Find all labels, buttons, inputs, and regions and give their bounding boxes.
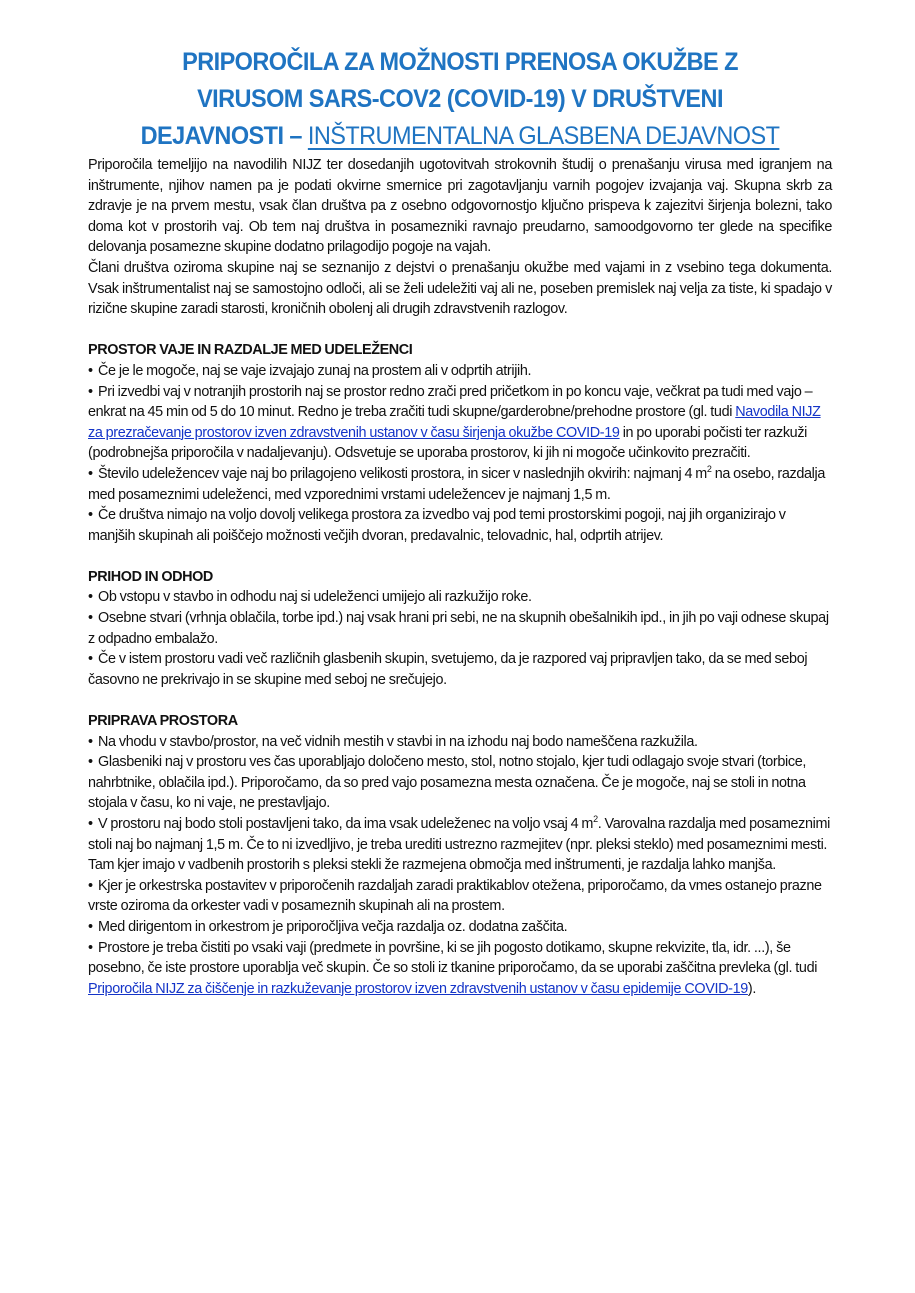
section-heading: PRIPRAVA PROSTORA — [88, 713, 238, 730]
bullet-text: Med dirigentom in orkestrom je priporočljiva večja razdalja oz. dodatna zaščita. — [98, 918, 568, 935]
document-body — [88, 155, 832, 999]
list-item — [88, 464, 832, 505]
bullet-text: Kjer je orkestrska postavitev v priporočenih razdaljah zaradi praktikablov otežena, priporočamo, da vmes ostanejo prazne vrste oziroma da orkester vadi v posameznih skupinah ali na prostem. — [88, 877, 822, 915]
section-priprava-prostora — [88, 711, 832, 999]
list-item — [88, 382, 832, 464]
bullet-icon: • — [88, 816, 93, 832]
bullet-text: Pri izvedbi vaj v notranjih prostorih naj se prostor redno zrači pred pričetkom in po koncu vaje, večkrat pa tudi med vajo – enkrat na 45 min od 5 do 10 minut. Redno je treba zračiti tudi skupne/garderobne/prehodne prostore (gl. tudi — [88, 383, 813, 421]
section-prihod-odhod — [88, 567, 832, 691]
list-item — [88, 608, 832, 649]
superscript: 2 — [706, 463, 712, 474]
bullet-text: Osebne stvari (vrhnja oblačila, torbe ipd.) naj vsak hrani pri sebi, ne na skupnih obešalnikih ipd., in jih po vaji odnese skupaj z odpadno embalažo. — [88, 610, 829, 647]
link-nijz-ciscenje[interactable]: Priporočila NIJZ za čiščenje in razkuževanje prostorov izven zdravstvenih ustanov v času epidemije COVID-19 — [88, 980, 748, 997]
list-item — [88, 361, 832, 382]
list-item — [88, 917, 832, 938]
list-item — [88, 649, 832, 690]
list-item — [88, 732, 832, 753]
list-item — [88, 505, 832, 546]
bullet-text: Če društva nimajo na voljo dovolj velikega prostora za izvedbo vaj pod temi prostorskimi pogoji, naj jih organizirajo v manjših skupinah ali poiščejo možnosti večjih dvoran, predavalnic, telovadnic, hal, odprtih atrijev. — [88, 507, 786, 544]
title-line-1: PRIPOROČILA ZA MOŽNOSTI PRENOSA OKUŽBE Z — [182, 48, 738, 76]
title-subtitle: INŠTRUMENTALNA GLASBENA DEJAVNOST — [307, 122, 780, 150]
bullet-icon: • — [88, 610, 93, 627]
bullet-text: Na vhodu v stavbo/prostor, na več vidnih mestih v stavbi in na izhodu naj bodo nameščena razkužila. — [98, 733, 698, 750]
title-line-2: VIRUSOM SARS-COV2 (COVID-19) V DRUŠTVENI — [197, 85, 723, 113]
bullet-icon: • — [88, 754, 93, 771]
bullet-text: Število udeležencev vaje naj bo prilagojeno velikosti prostora, in sicer v naslednjih okvirih: najmanj 4 m — [98, 465, 707, 482]
section-prostor-vaje — [88, 340, 832, 546]
bullet-icon: • — [88, 877, 93, 894]
superscript: 2 — [593, 814, 598, 824]
bullet-text: Prostore je treba čistiti po vsaki vaji (predmete in površine, ki se jih pogosto dotikamo, skupne rekvizite, tla, idr. ...), še posebno, če iste prostore uporablja več skupin. Če so stoli iz tkanine priporočamo, da se uporabi zaščitna prevleka (gl. tudi — [88, 939, 818, 977]
section-heading: PRIHOD IN ODHOD — [88, 568, 213, 585]
bullet-text: Če v istem prostoru vadi več različnih glasbenih skupin, svetujemo, da je razpored vaj pripravljen tako, da se med seboj časovno ne prekrivajo in se skupine med seboj ne srečujejo. — [88, 651, 808, 688]
section-heading: PROSTOR VAJE IN RAZDALJE MED UDELEŽENCI — [88, 342, 413, 359]
title-line-3: DEJAVNOSTI – — [140, 122, 308, 150]
document-page — [88, 44, 832, 999]
bullet-text: Če je le mogoče, naj se vaje izvajajo zunaj na prostem ali v odprtih atrijih. — [98, 362, 532, 379]
list-item — [88, 814, 832, 876]
bullet-icon: • — [88, 465, 93, 482]
bullet-icon: • — [88, 362, 93, 379]
link-nijz-prezracevanje[interactable]: Navodila NIJZ za prezračevanje prostorov izven zdravstvenih ustanov v času širjenja okužbe COVID-19 — [88, 404, 821, 441]
document-title — [110, 44, 809, 155]
bullet-text-continued: ). — [747, 980, 756, 997]
list-item — [88, 938, 832, 1000]
bullet-text-continued: na osebo, razdalja med posameznimi udeleženci, med vzporednimi vrstami udeležencev je najmanj 1,5 m. — [88, 465, 826, 503]
bullet-icon: • — [88, 651, 93, 668]
bullet-text: V prostoru naj bodo stoli postavljeni tako, da ima vsak udeleženec na voljo vsaj 4 m — [98, 816, 594, 832]
intro-paragraph-1: Priporočila temeljijo na navodilih NIJZ ter dosedanjih ugotovitvah strokovnih študij o prenašanju virusa med igranjem na inštrumente, njihov namen pa je podati okvirne smernice pri zagotavljanju varnih pogojev izvajanja vaj. Skupna skrb za zdravje je na prvem mestu, vsak član društva pa z osebno odgovornostjo ključno prispeva k zajezitvi širjenja bolezni, tako doma kot v prostorih vaj. Ob tem naj društva in posamezniki ravnajo preudarno, samoodgovorno ter glede na specifike delovanja posamezne skupine dodatno prilagodijo pogoje na vajah. — [88, 157, 832, 256]
bullet-text-continued: in po uporabi počisti ter razkuži (podrobnejša priporočila v nadaljevanju). Odsvetuje se uporaba prostorov, ki jih ni mogoče učinkovito prezračiti. — [88, 424, 808, 462]
list-item — [88, 876, 832, 917]
bullet-text: Glasbeniki naj v prostoru ves čas uporabljajo določeno mesto, stol, notno stojalo, kjer tudi odlagajo svoje stvari (torbice, nahrbtnike, oblačila ipd.). Priporočamo, da so pred vajo posamezna mesta označena. Če je mogoče, naj se stoli in notna stojala v času, ko ni vaje, ne prestavljajo. — [88, 754, 807, 812]
bullet-icon: • — [88, 918, 93, 935]
intro-paragraph-2: Člani društva oziroma skupine naj se seznanijo z dejstvi o prenašanju okužbe med vajami in z vsebino tega dokumenta. Vsak inštrumentalist naj se samostojno odloči, ali se želi udeležiti vaj ali ne, poseben premislek naj velja za tiste, ki spadajo v rizične skupine zaradi starosti, kroničnih obolenj ali drugih zdravstvenih razlogov. — [88, 259, 832, 318]
bullet-icon: • — [88, 733, 93, 750]
bullet-icon: • — [88, 939, 93, 956]
bullet-icon: • — [88, 589, 93, 606]
bullet-text-continued: . Varovalna razdalja med posameznimi stoli naj bo najmanj 1,5 m. Če to ni izvedljivo, je treba urediti ustrezno razmejitev (npr. pleksi steklo) med posameznimi mesti. Tam kjer imajo v vadbenih prostorih s pleksi stekli že razmejena območja med inštrumenti, je razdalja lahko manjša. — [88, 816, 831, 874]
bullet-icon: • — [88, 507, 93, 524]
list-item — [88, 752, 832, 814]
list-item — [88, 587, 832, 608]
bullet-text: Ob vstopu v stavbo in odhodu naj si udeleženci umijejo ali razkužijo roke. — [98, 589, 532, 606]
bullet-icon: • — [88, 383, 93, 400]
